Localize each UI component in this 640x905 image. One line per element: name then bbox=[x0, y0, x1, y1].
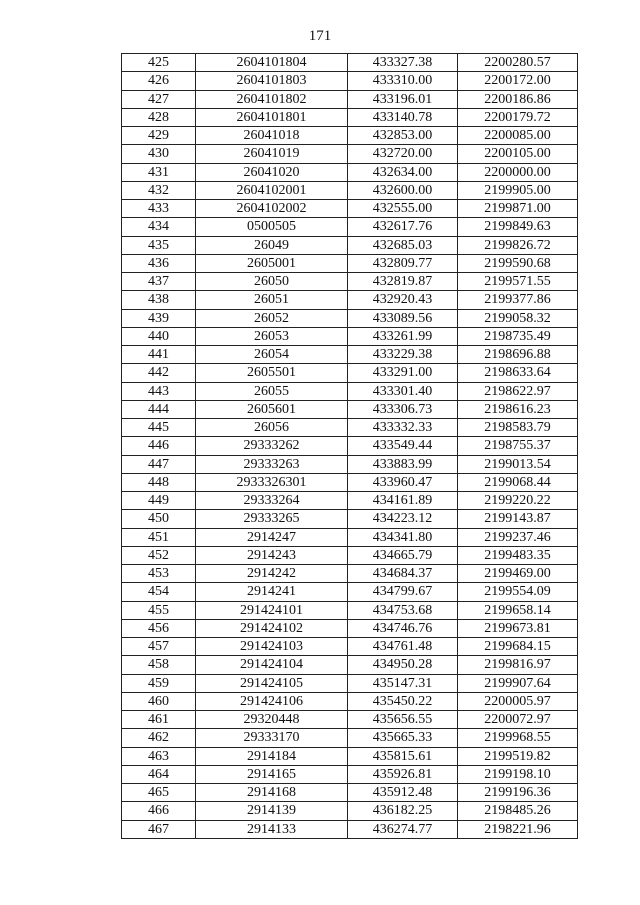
table-row bbox=[122, 492, 578, 510]
x-coordinate-cell: 433332.33 bbox=[348, 419, 458, 437]
point-id-cell: 2604101803 bbox=[196, 72, 348, 90]
table-row bbox=[122, 273, 578, 291]
x-coordinate-cell: 434799.67 bbox=[348, 583, 458, 601]
point-id-cell: 2914241 bbox=[196, 583, 348, 601]
x-coordinate-cell: 433229.38 bbox=[348, 346, 458, 364]
point-number-cell: 464 bbox=[122, 765, 196, 783]
point-id-cell: 2914184 bbox=[196, 747, 348, 765]
y-coordinate-cell: 2199483.35 bbox=[458, 546, 578, 564]
point-id-cell: 291424104 bbox=[196, 656, 348, 674]
point-number-cell: 454 bbox=[122, 583, 196, 601]
point-number-cell: 451 bbox=[122, 528, 196, 546]
y-coordinate-cell: 2199907.64 bbox=[458, 674, 578, 692]
point-id-cell: 2914242 bbox=[196, 565, 348, 583]
table-row bbox=[122, 218, 578, 236]
y-coordinate-cell: 2198485.26 bbox=[458, 802, 578, 820]
point-number-cell: 450 bbox=[122, 510, 196, 528]
y-coordinate-cell: 2200105.00 bbox=[458, 145, 578, 163]
table-row bbox=[122, 802, 578, 820]
table-row bbox=[122, 236, 578, 254]
x-coordinate-cell: 432853.00 bbox=[348, 127, 458, 145]
point-id-cell: 26041020 bbox=[196, 163, 348, 181]
point-id-cell: 2604101802 bbox=[196, 90, 348, 108]
point-id-cell: 2914133 bbox=[196, 820, 348, 838]
y-coordinate-cell: 2198735.49 bbox=[458, 327, 578, 345]
table-row bbox=[122, 473, 578, 491]
point-id-cell: 26041019 bbox=[196, 145, 348, 163]
table-row bbox=[122, 127, 578, 145]
point-id-cell: 0500505 bbox=[196, 218, 348, 236]
point-number-cell: 453 bbox=[122, 565, 196, 583]
y-coordinate-cell: 2200072.97 bbox=[458, 711, 578, 729]
point-id-cell: 26055 bbox=[196, 382, 348, 400]
point-number-cell: 448 bbox=[122, 473, 196, 491]
y-coordinate-cell: 2198696.88 bbox=[458, 346, 578, 364]
point-number-cell: 430 bbox=[122, 145, 196, 163]
x-coordinate-cell: 432685.03 bbox=[348, 236, 458, 254]
point-id-cell: 2914247 bbox=[196, 528, 348, 546]
y-coordinate-cell: 2200000.00 bbox=[458, 163, 578, 181]
table-row bbox=[122, 72, 578, 90]
table-row bbox=[122, 638, 578, 656]
point-number-cell: 449 bbox=[122, 492, 196, 510]
point-number-cell: 442 bbox=[122, 364, 196, 382]
table-row bbox=[122, 309, 578, 327]
y-coordinate-cell: 2199826.72 bbox=[458, 236, 578, 254]
table-row bbox=[122, 510, 578, 528]
point-id-cell: 291424105 bbox=[196, 674, 348, 692]
table-row bbox=[122, 711, 578, 729]
table-row bbox=[122, 163, 578, 181]
table-row bbox=[122, 528, 578, 546]
point-number-cell: 452 bbox=[122, 546, 196, 564]
x-coordinate-cell: 432920.43 bbox=[348, 291, 458, 309]
table-row bbox=[122, 601, 578, 619]
table-row bbox=[122, 200, 578, 218]
y-coordinate-cell: 2200085.00 bbox=[458, 127, 578, 145]
point-id-cell: 29333264 bbox=[196, 492, 348, 510]
table-row bbox=[122, 765, 578, 783]
point-number-cell: 462 bbox=[122, 729, 196, 747]
table-row bbox=[122, 145, 578, 163]
table-row bbox=[122, 181, 578, 199]
x-coordinate-cell: 432555.00 bbox=[348, 200, 458, 218]
point-number-cell: 444 bbox=[122, 400, 196, 418]
point-id-cell: 2604101804 bbox=[196, 54, 348, 72]
y-coordinate-cell: 2200179.72 bbox=[458, 108, 578, 126]
point-id-cell: 29333262 bbox=[196, 437, 348, 455]
point-id-cell: 291424101 bbox=[196, 601, 348, 619]
point-number-cell: 432 bbox=[122, 181, 196, 199]
y-coordinate-cell: 2200280.57 bbox=[458, 54, 578, 72]
x-coordinate-cell: 436274.77 bbox=[348, 820, 458, 838]
table-row bbox=[122, 729, 578, 747]
x-coordinate-cell: 436182.25 bbox=[348, 802, 458, 820]
table-row bbox=[122, 674, 578, 692]
point-id-cell: 291424106 bbox=[196, 692, 348, 710]
point-number-cell: 426 bbox=[122, 72, 196, 90]
point-number-cell: 425 bbox=[122, 54, 196, 72]
y-coordinate-cell: 2198221.96 bbox=[458, 820, 578, 838]
y-coordinate-cell: 2199377.86 bbox=[458, 291, 578, 309]
table-row bbox=[122, 382, 578, 400]
point-id-cell: 29320448 bbox=[196, 711, 348, 729]
y-coordinate-cell: 2198583.79 bbox=[458, 419, 578, 437]
y-coordinate-cell: 2199469.00 bbox=[458, 565, 578, 583]
y-coordinate-cell: 2199196.36 bbox=[458, 784, 578, 802]
table-row bbox=[122, 583, 578, 601]
table-row bbox=[122, 346, 578, 364]
y-coordinate-cell: 2199849.63 bbox=[458, 218, 578, 236]
x-coordinate-cell: 432617.76 bbox=[348, 218, 458, 236]
point-number-cell: 443 bbox=[122, 382, 196, 400]
point-id-cell: 291424103 bbox=[196, 638, 348, 656]
x-coordinate-cell: 432634.00 bbox=[348, 163, 458, 181]
x-coordinate-cell: 434753.68 bbox=[348, 601, 458, 619]
table-row bbox=[122, 437, 578, 455]
y-coordinate-cell: 2199871.00 bbox=[458, 200, 578, 218]
point-id-cell: 2605601 bbox=[196, 400, 348, 418]
y-coordinate-cell: 2199684.15 bbox=[458, 638, 578, 656]
point-id-cell: 2604102002 bbox=[196, 200, 348, 218]
table-row bbox=[122, 419, 578, 437]
x-coordinate-cell: 433310.00 bbox=[348, 72, 458, 90]
y-coordinate-cell: 2199068.44 bbox=[458, 473, 578, 491]
x-coordinate-cell: 433960.47 bbox=[348, 473, 458, 491]
x-coordinate-cell: 433089.56 bbox=[348, 309, 458, 327]
table-row bbox=[122, 619, 578, 637]
x-coordinate-cell: 432720.00 bbox=[348, 145, 458, 163]
point-id-cell: 26050 bbox=[196, 273, 348, 291]
x-coordinate-cell: 432809.77 bbox=[348, 254, 458, 272]
table-row bbox=[122, 364, 578, 382]
y-coordinate-cell: 2199673.81 bbox=[458, 619, 578, 637]
y-coordinate-cell: 2199968.55 bbox=[458, 729, 578, 747]
x-coordinate-cell: 433327.38 bbox=[348, 54, 458, 72]
point-number-cell: 439 bbox=[122, 309, 196, 327]
y-coordinate-cell: 2199590.68 bbox=[458, 254, 578, 272]
table-row bbox=[122, 54, 578, 72]
y-coordinate-cell: 2200186.86 bbox=[458, 90, 578, 108]
point-number-cell: 461 bbox=[122, 711, 196, 729]
y-coordinate-cell: 2199143.87 bbox=[458, 510, 578, 528]
x-coordinate-cell: 433140.78 bbox=[348, 108, 458, 126]
point-id-cell: 26051 bbox=[196, 291, 348, 309]
table-row bbox=[122, 254, 578, 272]
x-coordinate-cell: 434746.76 bbox=[348, 619, 458, 637]
point-id-cell: 2933326301 bbox=[196, 473, 348, 491]
point-id-cell: 26056 bbox=[196, 419, 348, 437]
point-number-cell: 429 bbox=[122, 127, 196, 145]
x-coordinate-cell: 433883.99 bbox=[348, 455, 458, 473]
y-coordinate-cell: 2199816.97 bbox=[458, 656, 578, 674]
point-id-cell: 2914168 bbox=[196, 784, 348, 802]
point-id-cell: 2605501 bbox=[196, 364, 348, 382]
x-coordinate-cell: 434341.80 bbox=[348, 528, 458, 546]
point-id-cell: 26053 bbox=[196, 327, 348, 345]
x-coordinate-cell: 433301.40 bbox=[348, 382, 458, 400]
x-coordinate-cell: 435450.22 bbox=[348, 692, 458, 710]
y-coordinate-cell: 2199198.10 bbox=[458, 765, 578, 783]
table-row bbox=[122, 327, 578, 345]
point-id-cell: 2914243 bbox=[196, 546, 348, 564]
x-coordinate-cell: 435656.55 bbox=[348, 711, 458, 729]
point-number-cell: 440 bbox=[122, 327, 196, 345]
point-number-cell: 446 bbox=[122, 437, 196, 455]
x-coordinate-cell: 435147.31 bbox=[348, 674, 458, 692]
page-number: 171 bbox=[308, 28, 332, 44]
point-id-cell: 2604101801 bbox=[196, 108, 348, 126]
x-coordinate-cell: 434161.89 bbox=[348, 492, 458, 510]
point-number-cell: 458 bbox=[122, 656, 196, 674]
y-coordinate-cell: 2199220.22 bbox=[458, 492, 578, 510]
point-id-cell: 29333263 bbox=[196, 455, 348, 473]
point-number-cell: 465 bbox=[122, 784, 196, 802]
point-number-cell: 428 bbox=[122, 108, 196, 126]
table-row bbox=[122, 455, 578, 473]
x-coordinate-cell: 434684.37 bbox=[348, 565, 458, 583]
table-row bbox=[122, 784, 578, 802]
point-number-cell: 433 bbox=[122, 200, 196, 218]
x-coordinate-cell: 433261.99 bbox=[348, 327, 458, 345]
table-row bbox=[122, 291, 578, 309]
point-id-cell: 26041018 bbox=[196, 127, 348, 145]
x-coordinate-cell: 433306.73 bbox=[348, 400, 458, 418]
point-number-cell: 438 bbox=[122, 291, 196, 309]
x-coordinate-cell: 434665.79 bbox=[348, 546, 458, 564]
coordinates-table bbox=[121, 53, 578, 839]
x-coordinate-cell: 434223.12 bbox=[348, 510, 458, 528]
point-id-cell: 26049 bbox=[196, 236, 348, 254]
point-number-cell: 441 bbox=[122, 346, 196, 364]
y-coordinate-cell: 2198633.64 bbox=[458, 364, 578, 382]
x-coordinate-cell: 435926.81 bbox=[348, 765, 458, 783]
y-coordinate-cell: 2198622.97 bbox=[458, 382, 578, 400]
y-coordinate-cell: 2199013.54 bbox=[458, 455, 578, 473]
x-coordinate-cell: 432819.87 bbox=[348, 273, 458, 291]
y-coordinate-cell: 2199571.55 bbox=[458, 273, 578, 291]
table-row bbox=[122, 820, 578, 838]
x-coordinate-cell: 432600.00 bbox=[348, 181, 458, 199]
table-row bbox=[122, 565, 578, 583]
x-coordinate-cell: 433549.44 bbox=[348, 437, 458, 455]
point-id-cell: 2604102001 bbox=[196, 181, 348, 199]
point-number-cell: 431 bbox=[122, 163, 196, 181]
x-coordinate-cell: 434761.48 bbox=[348, 638, 458, 656]
point-number-cell: 459 bbox=[122, 674, 196, 692]
y-coordinate-cell: 2199519.82 bbox=[458, 747, 578, 765]
table-body bbox=[122, 54, 578, 839]
y-coordinate-cell: 2199658.14 bbox=[458, 601, 578, 619]
point-number-cell: 436 bbox=[122, 254, 196, 272]
point-id-cell: 29333265 bbox=[196, 510, 348, 528]
point-id-cell: 291424102 bbox=[196, 619, 348, 637]
point-number-cell: 447 bbox=[122, 455, 196, 473]
point-number-cell: 455 bbox=[122, 601, 196, 619]
point-number-cell: 427 bbox=[122, 90, 196, 108]
y-coordinate-cell: 2200005.97 bbox=[458, 692, 578, 710]
point-number-cell: 437 bbox=[122, 273, 196, 291]
table-row bbox=[122, 546, 578, 564]
point-id-cell: 26052 bbox=[196, 309, 348, 327]
point-number-cell: 457 bbox=[122, 638, 196, 656]
point-number-cell: 460 bbox=[122, 692, 196, 710]
y-coordinate-cell: 2198616.23 bbox=[458, 400, 578, 418]
table-row bbox=[122, 656, 578, 674]
point-number-cell: 435 bbox=[122, 236, 196, 254]
point-id-cell: 26054 bbox=[196, 346, 348, 364]
table-row bbox=[122, 90, 578, 108]
point-id-cell: 2605001 bbox=[196, 254, 348, 272]
point-number-cell: 434 bbox=[122, 218, 196, 236]
table-row bbox=[122, 400, 578, 418]
point-number-cell: 466 bbox=[122, 802, 196, 820]
y-coordinate-cell: 2199058.32 bbox=[458, 309, 578, 327]
x-coordinate-cell: 435912.48 bbox=[348, 784, 458, 802]
point-number-cell: 463 bbox=[122, 747, 196, 765]
y-coordinate-cell: 2200172.00 bbox=[458, 72, 578, 90]
x-coordinate-cell: 433291.00 bbox=[348, 364, 458, 382]
y-coordinate-cell: 2199905.00 bbox=[458, 181, 578, 199]
x-coordinate-cell: 435815.61 bbox=[348, 747, 458, 765]
table-row bbox=[122, 108, 578, 126]
y-coordinate-cell: 2199554.09 bbox=[458, 583, 578, 601]
point-id-cell: 2914165 bbox=[196, 765, 348, 783]
point-number-cell: 467 bbox=[122, 820, 196, 838]
x-coordinate-cell: 434950.28 bbox=[348, 656, 458, 674]
y-coordinate-cell: 2199237.46 bbox=[458, 528, 578, 546]
table-row bbox=[122, 692, 578, 710]
point-id-cell: 29333170 bbox=[196, 729, 348, 747]
x-coordinate-cell: 435665.33 bbox=[348, 729, 458, 747]
point-number-cell: 456 bbox=[122, 619, 196, 637]
x-coordinate-cell: 433196.01 bbox=[348, 90, 458, 108]
point-id-cell: 2914139 bbox=[196, 802, 348, 820]
y-coordinate-cell: 2198755.37 bbox=[458, 437, 578, 455]
table-row bbox=[122, 747, 578, 765]
point-number-cell: 445 bbox=[122, 419, 196, 437]
